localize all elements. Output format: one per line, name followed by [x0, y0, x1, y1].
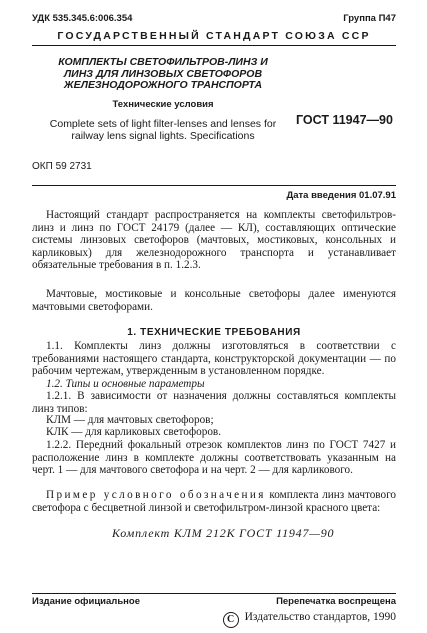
designation-example: Комплект КЛМ 212К ГОСТ 11947—90 [112, 526, 335, 540]
technical-conditions-label: Технические условия [112, 99, 214, 110]
designation-example-paragraph [32, 489, 396, 514]
introduction-date: Дата введения 01.07.91 [286, 190, 396, 201]
title-block-rule [32, 185, 396, 186]
group-code: Группа П47 [343, 13, 396, 24]
copyright-icon: С [223, 612, 239, 628]
header-rule [32, 45, 396, 46]
official-edition-label: Издание официальное [32, 596, 140, 607]
designation-example-text: комплекта линз мачтового светофора с бесцветной линзой и светофильтром-линзой красного цвета: [32, 489, 396, 514]
footer-rule [32, 593, 396, 594]
scope-paragraph: Настоящий стандарт распространяется на комплекты светофильтров-линз и линз по ГОСТ 24179 (далее — КЛ), составляющих оптические системы линзовых светофоров (мачтовых, мостиковых, консольных и карликовых) для железнодорожного транспорта и устанавливает обязательные требования в п. 1.2.3. [32, 209, 396, 271]
document-title: КОМПЛЕКТЫ СВЕТОФИЛЬТРОВ-ЛИНЗ И ЛИНЗ ДЛЯ ЛИНЗОВЫХ СВЕТОФОРОВ ЖЕЛЕЗНОДОРОЖНОГО ТРАНСПОРТА [58, 56, 268, 91]
designation-example-label: Пример условного обозначения [46, 489, 266, 501]
clause-1-2-2: 1.2.2. Передний фокальный отрезок комплектов линз по ГОСТ 7427 и расположение линз в комплекте должны соответствовать указанным на черт. 1 — для мачтового светофора и на черт. 2 — для карликового. [32, 439, 396, 476]
gost-number: ГОСТ 11947—90 [296, 113, 393, 127]
copyright-text: Издательство стандартов, 1990 [244, 611, 396, 623]
type-klk: КЛК — для карликовых светофоров. [46, 426, 222, 438]
type-klm: КЛМ — для мачтовых светофоров; [46, 414, 214, 426]
section-heading: 1. ТЕХНИЧЕСКИЕ ТРЕБОВАНИЯ [127, 327, 301, 338]
standard-title: ГОСУДАРСТВЕННЫЙ СТАНДАРТ СОЮЗА ССР [57, 30, 371, 42]
clause-1-2-1: 1.2.1. В зависимости от назначения должны составляться комплекты линз типов: [32, 390, 396, 415]
english-title: Complete sets of light filter-lenses and lenses for railway lens signal lights. Specifications [49, 118, 277, 142]
reprint-prohibited-label: Перепечатка воспрещена [276, 596, 396, 607]
clause-1-2-heading: 1.2. Типы и основные параметры [46, 378, 205, 390]
definition-paragraph: Мачтовые, мостиковые и консольные светофоры далее именуются мачтовыми светофорами. [32, 288, 396, 313]
copyright-line [223, 611, 396, 628]
udk-code: УДК 535.345.6:006.354 [32, 13, 133, 24]
okp-code: ОКП 59 2731 [32, 161, 92, 172]
clause-1-1: 1.1. Комплекты линз должны изготовляться в соответствии с требованиями настоящего стандарта, конструкторской документации — по рабочим чертежам, утвержденным в установленном порядке. [32, 340, 396, 377]
